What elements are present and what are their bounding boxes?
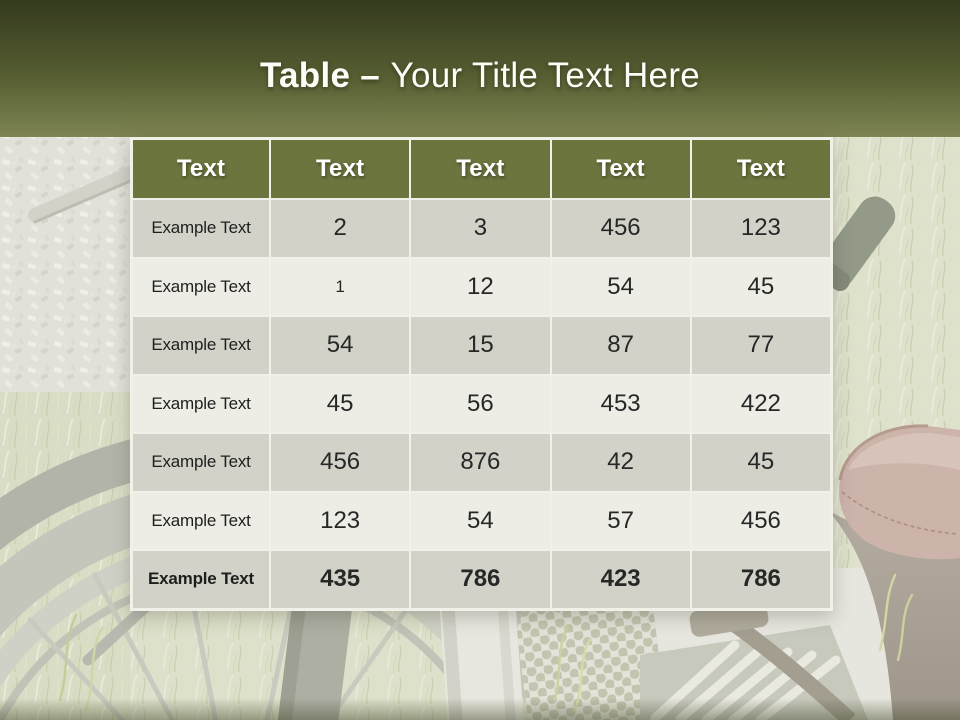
value-cell: 435 — [271, 551, 409, 608]
value-cell: 12 — [411, 259, 549, 316]
column-header: Text — [411, 140, 549, 198]
value-cell: 15 — [411, 317, 549, 374]
value-cell: 456 — [271, 434, 409, 491]
value-cell: 876 — [411, 434, 549, 491]
value-cell: 45 — [692, 434, 830, 491]
table-row — [133, 317, 830, 374]
value-cell: 453 — [552, 376, 690, 433]
column-header: Text — [133, 140, 269, 198]
value-cell: 87 — [552, 317, 690, 374]
value-cell: 54 — [271, 317, 409, 374]
row-label-cell: Example Text — [133, 551, 269, 608]
value-cell: 45 — [271, 376, 409, 433]
value-cell: 456 — [692, 493, 830, 550]
row-label-cell: Example Text — [133, 200, 269, 257]
table-row — [133, 259, 830, 316]
value-cell: 786 — [692, 551, 830, 608]
column-header: Text — [692, 140, 830, 198]
value-cell: 456 — [552, 200, 690, 257]
value-cell: 1 — [271, 259, 409, 316]
table-row — [133, 493, 830, 550]
value-cell: 423 — [552, 551, 690, 608]
value-cell: 57 — [552, 493, 690, 550]
value-cell: 2 — [271, 200, 409, 257]
value-cell: 42 — [552, 434, 690, 491]
slide-title — [260, 56, 700, 96]
row-label-cell: Example Text — [133, 317, 269, 374]
data-table — [130, 137, 833, 611]
value-cell: 54 — [411, 493, 549, 550]
row-label-cell: Example Text — [133, 493, 269, 550]
value-cell: 123 — [692, 200, 830, 257]
value-cell: 786 — [411, 551, 549, 608]
table-header-row — [133, 140, 830, 198]
row-label-cell: Example Text — [133, 376, 269, 433]
value-cell: 45 — [692, 259, 830, 316]
row-label-cell: Example Text — [133, 259, 269, 316]
value-cell: 54 — [552, 259, 690, 316]
value-cell: 56 — [411, 376, 549, 433]
value-cell: 77 — [692, 317, 830, 374]
value-cell: 422 — [692, 376, 830, 433]
value-cell: 3 — [411, 200, 549, 257]
row-label-cell: Example Text — [133, 434, 269, 491]
title-keyword: Table – — [259, 55, 381, 95]
column-header: Text — [271, 140, 409, 198]
title-subtitle: Your Title Text Here — [390, 55, 701, 95]
title-band — [0, 0, 960, 137]
value-cell: 123 — [271, 493, 409, 550]
table-row — [133, 376, 830, 433]
table-row — [133, 200, 830, 257]
table-row — [133, 434, 830, 491]
column-header: Text — [552, 140, 690, 198]
table-total-row — [133, 551, 830, 608]
